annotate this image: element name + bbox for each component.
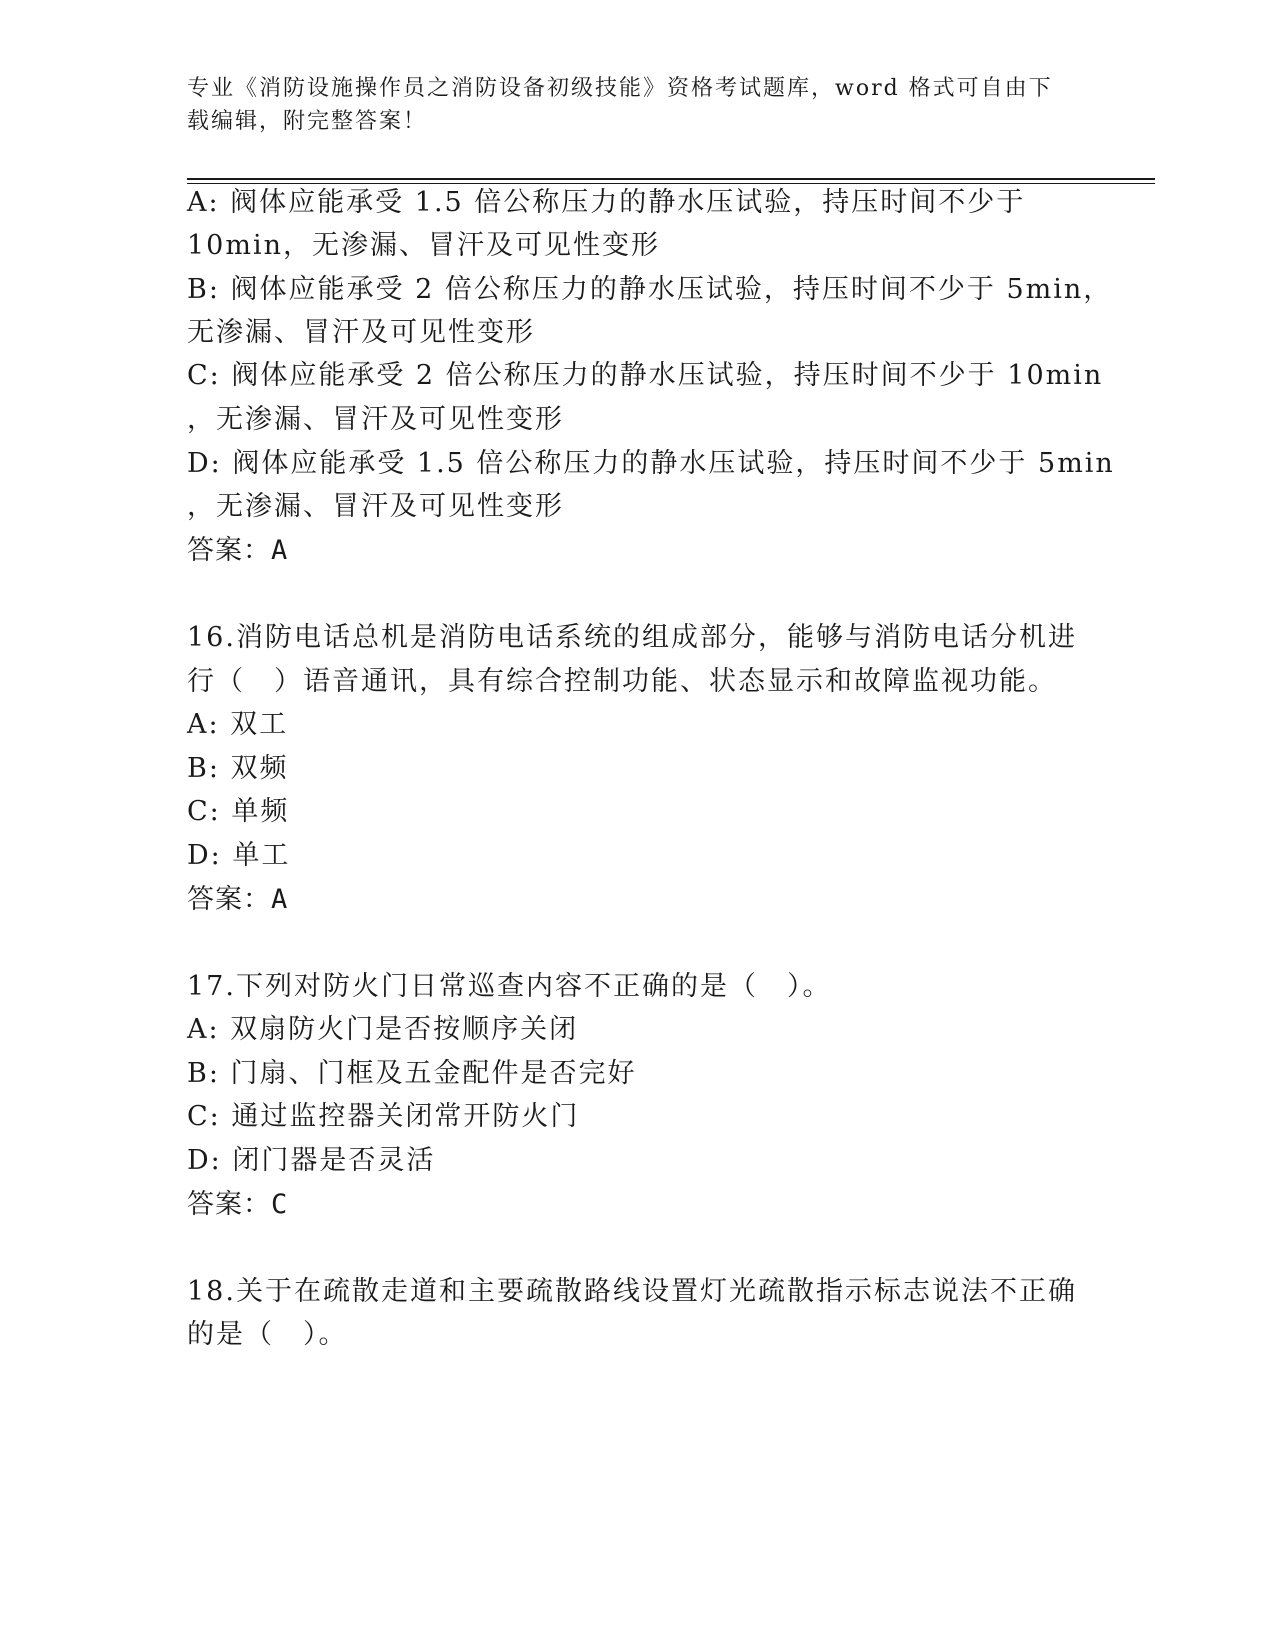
header-divider-thick xyxy=(187,178,1155,180)
q15-option-c-line-1: C: 阀体应能承受 2 倍公称压力的静水压试验，持压时间不少于 10min xyxy=(187,360,1104,391)
q15-option-c-line-2: ，无渗漏、冒汗及可见性变形 xyxy=(187,404,564,435)
q15-option-a-line-2: 10min，无渗漏、冒汗及可见性变形 xyxy=(187,230,660,261)
q15-option-a-line-1: A: 阀体应能承受 1.5 倍公称压力的静水压试验，持压时间不少于 xyxy=(187,187,1026,218)
document-header xyxy=(187,72,1087,138)
q16-stem-line-2: 行（ ）语音通讯，具有综合控制功能、状态显示和故障监视功能。 xyxy=(187,666,1057,697)
q18-stem-line-1: 18.关于在疏散走道和主要疏散路线设置灯光疏散指示标志说法不正确 xyxy=(187,1276,1077,1307)
q16-option-a: A: 双工 xyxy=(187,709,289,740)
q15-option-d-line-2: ，无渗漏、冒汗及可见性变形 xyxy=(187,491,564,522)
q16-option-d: D: 单工 xyxy=(187,840,291,871)
q18-stem-line-2: 的是（ ）。 xyxy=(187,1319,348,1350)
q16-option-c: C: 单频 xyxy=(187,796,290,827)
header-line-1: 专业《消防设施操作员之消防设备初级技能》资格考试题库，word 格式可自由下 xyxy=(187,76,1053,101)
q17-stem: 17.下列对防火门日常巡查内容不正确的是（ ）。 xyxy=(187,971,832,1002)
q17-option-b: B: 门扇、门框及五金配件是否完好 xyxy=(187,1058,637,1089)
q15-answer: 答案：A xyxy=(187,535,289,566)
q15-option-b-line-2: 无渗漏、冒汗及可见性变形 xyxy=(187,317,535,348)
q16-stem-line-1: 16.消防电话总机是消防电话系统的组成部分，能够与消防电话分机进 xyxy=(187,622,1077,653)
header-line-2: 载编辑，附完整答案！ xyxy=(187,109,428,134)
q15-option-b-line-1: B: 阀体应能承受 2 倍公称压力的静水压试验，持压时间不少于 5min， xyxy=(187,274,1113,305)
q16-answer: 答案：A xyxy=(187,884,289,915)
q17-option-a: A: 双扇防火门是否按顺序关闭 xyxy=(187,1014,579,1045)
q17-option-c: C: 通过监控器关闭常开防火门 xyxy=(187,1101,580,1132)
q16-option-b: B: 双频 xyxy=(187,753,289,784)
q15-option-d-line-1: D: 阀体应能承受 1.5 倍公称压力的静水压试验，持压时间不少于 5min xyxy=(187,448,1115,479)
q17-answer: 答案：C xyxy=(187,1189,289,1220)
q17-option-d: D: 闭门器是否灵活 xyxy=(187,1145,436,1176)
